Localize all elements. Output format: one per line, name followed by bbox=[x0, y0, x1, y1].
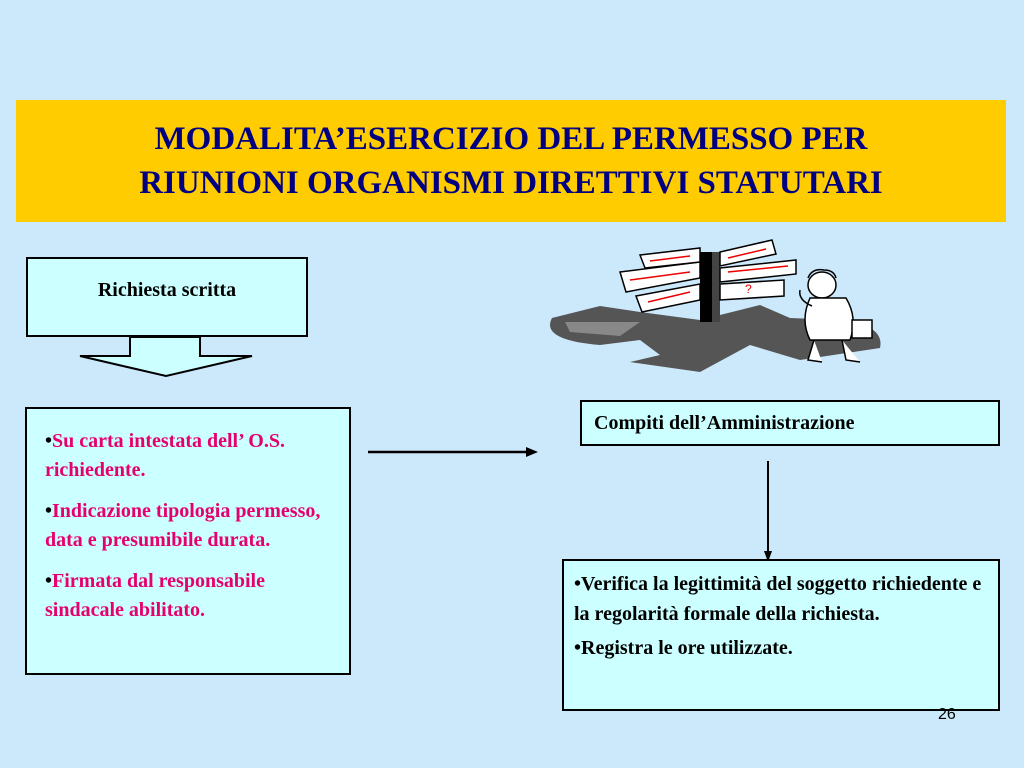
block-down-arrow-icon bbox=[80, 337, 252, 376]
admin-tasks-list-box bbox=[562, 559, 1000, 711]
request-item-2: Indicazione tipologia permesso, data e presumibile durata. bbox=[45, 500, 321, 551]
request-item-3: Firmata dal responsabile sindacale abilitato. bbox=[45, 570, 265, 621]
list-item: •Firmata dal responsabile sindacale abilitato. bbox=[45, 570, 265, 621]
title-line-1: MODALITA’ESERCIZIO DEL PERMESSO PER bbox=[154, 121, 868, 157]
list-item: •Indicazione tipologia permesso, data e presumibile durata. bbox=[45, 500, 321, 551]
list-item: •Verifica la legittimità del soggetto richiedente e la regolarità formale della richiesta. bbox=[574, 573, 982, 625]
signpost-man-clipart bbox=[545, 240, 885, 372]
request-label: Richiesta scritta bbox=[97, 279, 237, 301]
request-requirements-box bbox=[25, 407, 351, 675]
list-item: •Registra le ore utilizzate. bbox=[574, 637, 793, 659]
admin-item-1: Verifica la legittimità del soggetto richiedente e la regolarità formale della richiesta. bbox=[574, 573, 982, 625]
right-arrow-icon bbox=[526, 447, 538, 457]
admin-tasks-box bbox=[580, 400, 1000, 446]
signpost-question-mark: ? bbox=[745, 282, 752, 296]
admin-label: Compiti dell’Amministrazione bbox=[594, 411, 855, 434]
admin-item-2: Registra le ore utilizzate. bbox=[581, 637, 793, 659]
page-number: 26 bbox=[938, 706, 956, 723]
title-line-2: RIUNIONI ORGANISMI DIRETTIVI STATUTARI bbox=[139, 165, 883, 201]
request-item-1: Su carta intestata dell’ O.S. richiedente. bbox=[45, 430, 285, 481]
list-item: •Su carta intestata dell’ O.S. richiedente. bbox=[45, 430, 285, 481]
